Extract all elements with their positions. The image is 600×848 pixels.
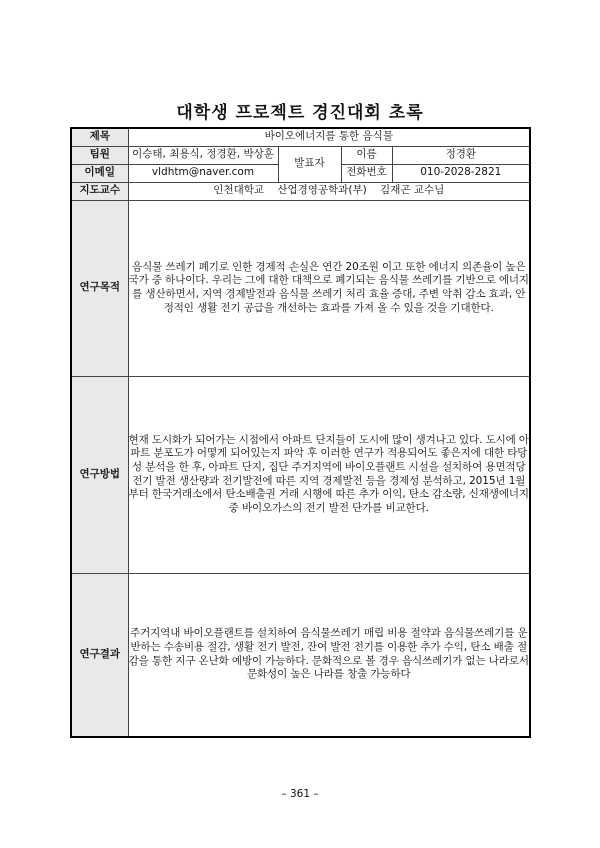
purpose-label: 연구목적 <box>71 200 128 376</box>
method-row <box>71 376 530 573</box>
advisor-row <box>71 182 530 200</box>
team-value: 이승태, 최용식, 정경환, 박상훈 <box>128 146 278 164</box>
advisor-label: 지도교수 <box>71 182 128 200</box>
purpose-row <box>71 200 530 376</box>
email-label: 이메일 <box>71 164 128 182</box>
subject-label: 제목 <box>71 128 128 146</box>
subject-value: 바이오에너지를 통한 음식물 <box>128 128 530 146</box>
name-value: 정경환 <box>392 146 530 164</box>
purpose-text: 음식물 쓰레기 폐기로 인한 경제적 손실은 연간 20조원 이고 또한 에너지 의존율이 높은 국가 중 하나이다. 우리는 그에 대한 대책으로 폐기되는 음식물 쓰레기를 기반으로 에너지를 생산하면서, 지역 경제발전과 음식물 쓰레기 처리 효율 증대, 주변 악취 감소 효과, 안정적인 생활 전기 공급을 개선하는 효과를 가져 올 수 있을 것을 기대한다. <box>128 200 530 376</box>
result-row <box>71 573 530 737</box>
team-row <box>71 146 530 164</box>
page-number: – 361 – <box>281 788 319 800</box>
name-label: 이름 <box>341 146 392 164</box>
presenter-label: 발표자 <box>278 146 341 182</box>
advisor-value: 인천대학교 산업경영공학과(부) 김재곤 교수님 <box>128 182 530 200</box>
subject-row <box>71 128 530 146</box>
method-label: 연구방법 <box>71 376 128 573</box>
email-value: vldhtm@naver.com <box>128 164 278 182</box>
method-text: 현재 도시화가 되어가는 시점에서 아파트 단지들이 도시에 많이 생겨나고 있다. 도시에 아파트 분포도가 어떻게 되어있는지 파악 후 이러한 연구가 적용되어도 좋은지에 대한 타당성 분석을 한 후, 아파트 단지, 집단 주거지역에 바이오플랜트 시설을 설치하여 용면적당 전기 발전 생산량과 전기발전에 따른 지역 경제발전 등을 경제성 분석하고, 2015년 1월부터 한국거래소에서 탄소배출권 거래 시행에 따른 추가 이익, 탄소 감소량, 신재생에너지 중 바이오가스의 전기 발전 단가를 비교한다. <box>128 376 530 573</box>
result-text: 주거지역내 바이오플랜트를 설치하여 음식물쓰레기 매립 비용 절약과 음식물쓰레기를 운반하는 수송비용 절감, 생활 전기 발전, 잔여 발전 전기를 이용한 추가 수익, 탄소 배출 절감을 통한 지구 온난화 예방이 가능하다. 문화적으로 볼 경우 음식쓰레기가 없는 나라로서 문화성이 높은 나라를 창출 가능하다 <box>128 573 530 737</box>
phone-value: 010-2028-2821 <box>392 164 530 182</box>
page-title: 대학생 프로젝트 경진대회 초록 <box>176 103 424 123</box>
result-label: 연구결과 <box>71 573 128 737</box>
phone-label: 전화번호 <box>341 164 392 182</box>
team-label: 팀원 <box>71 146 128 164</box>
abstract-form-table <box>70 127 531 738</box>
